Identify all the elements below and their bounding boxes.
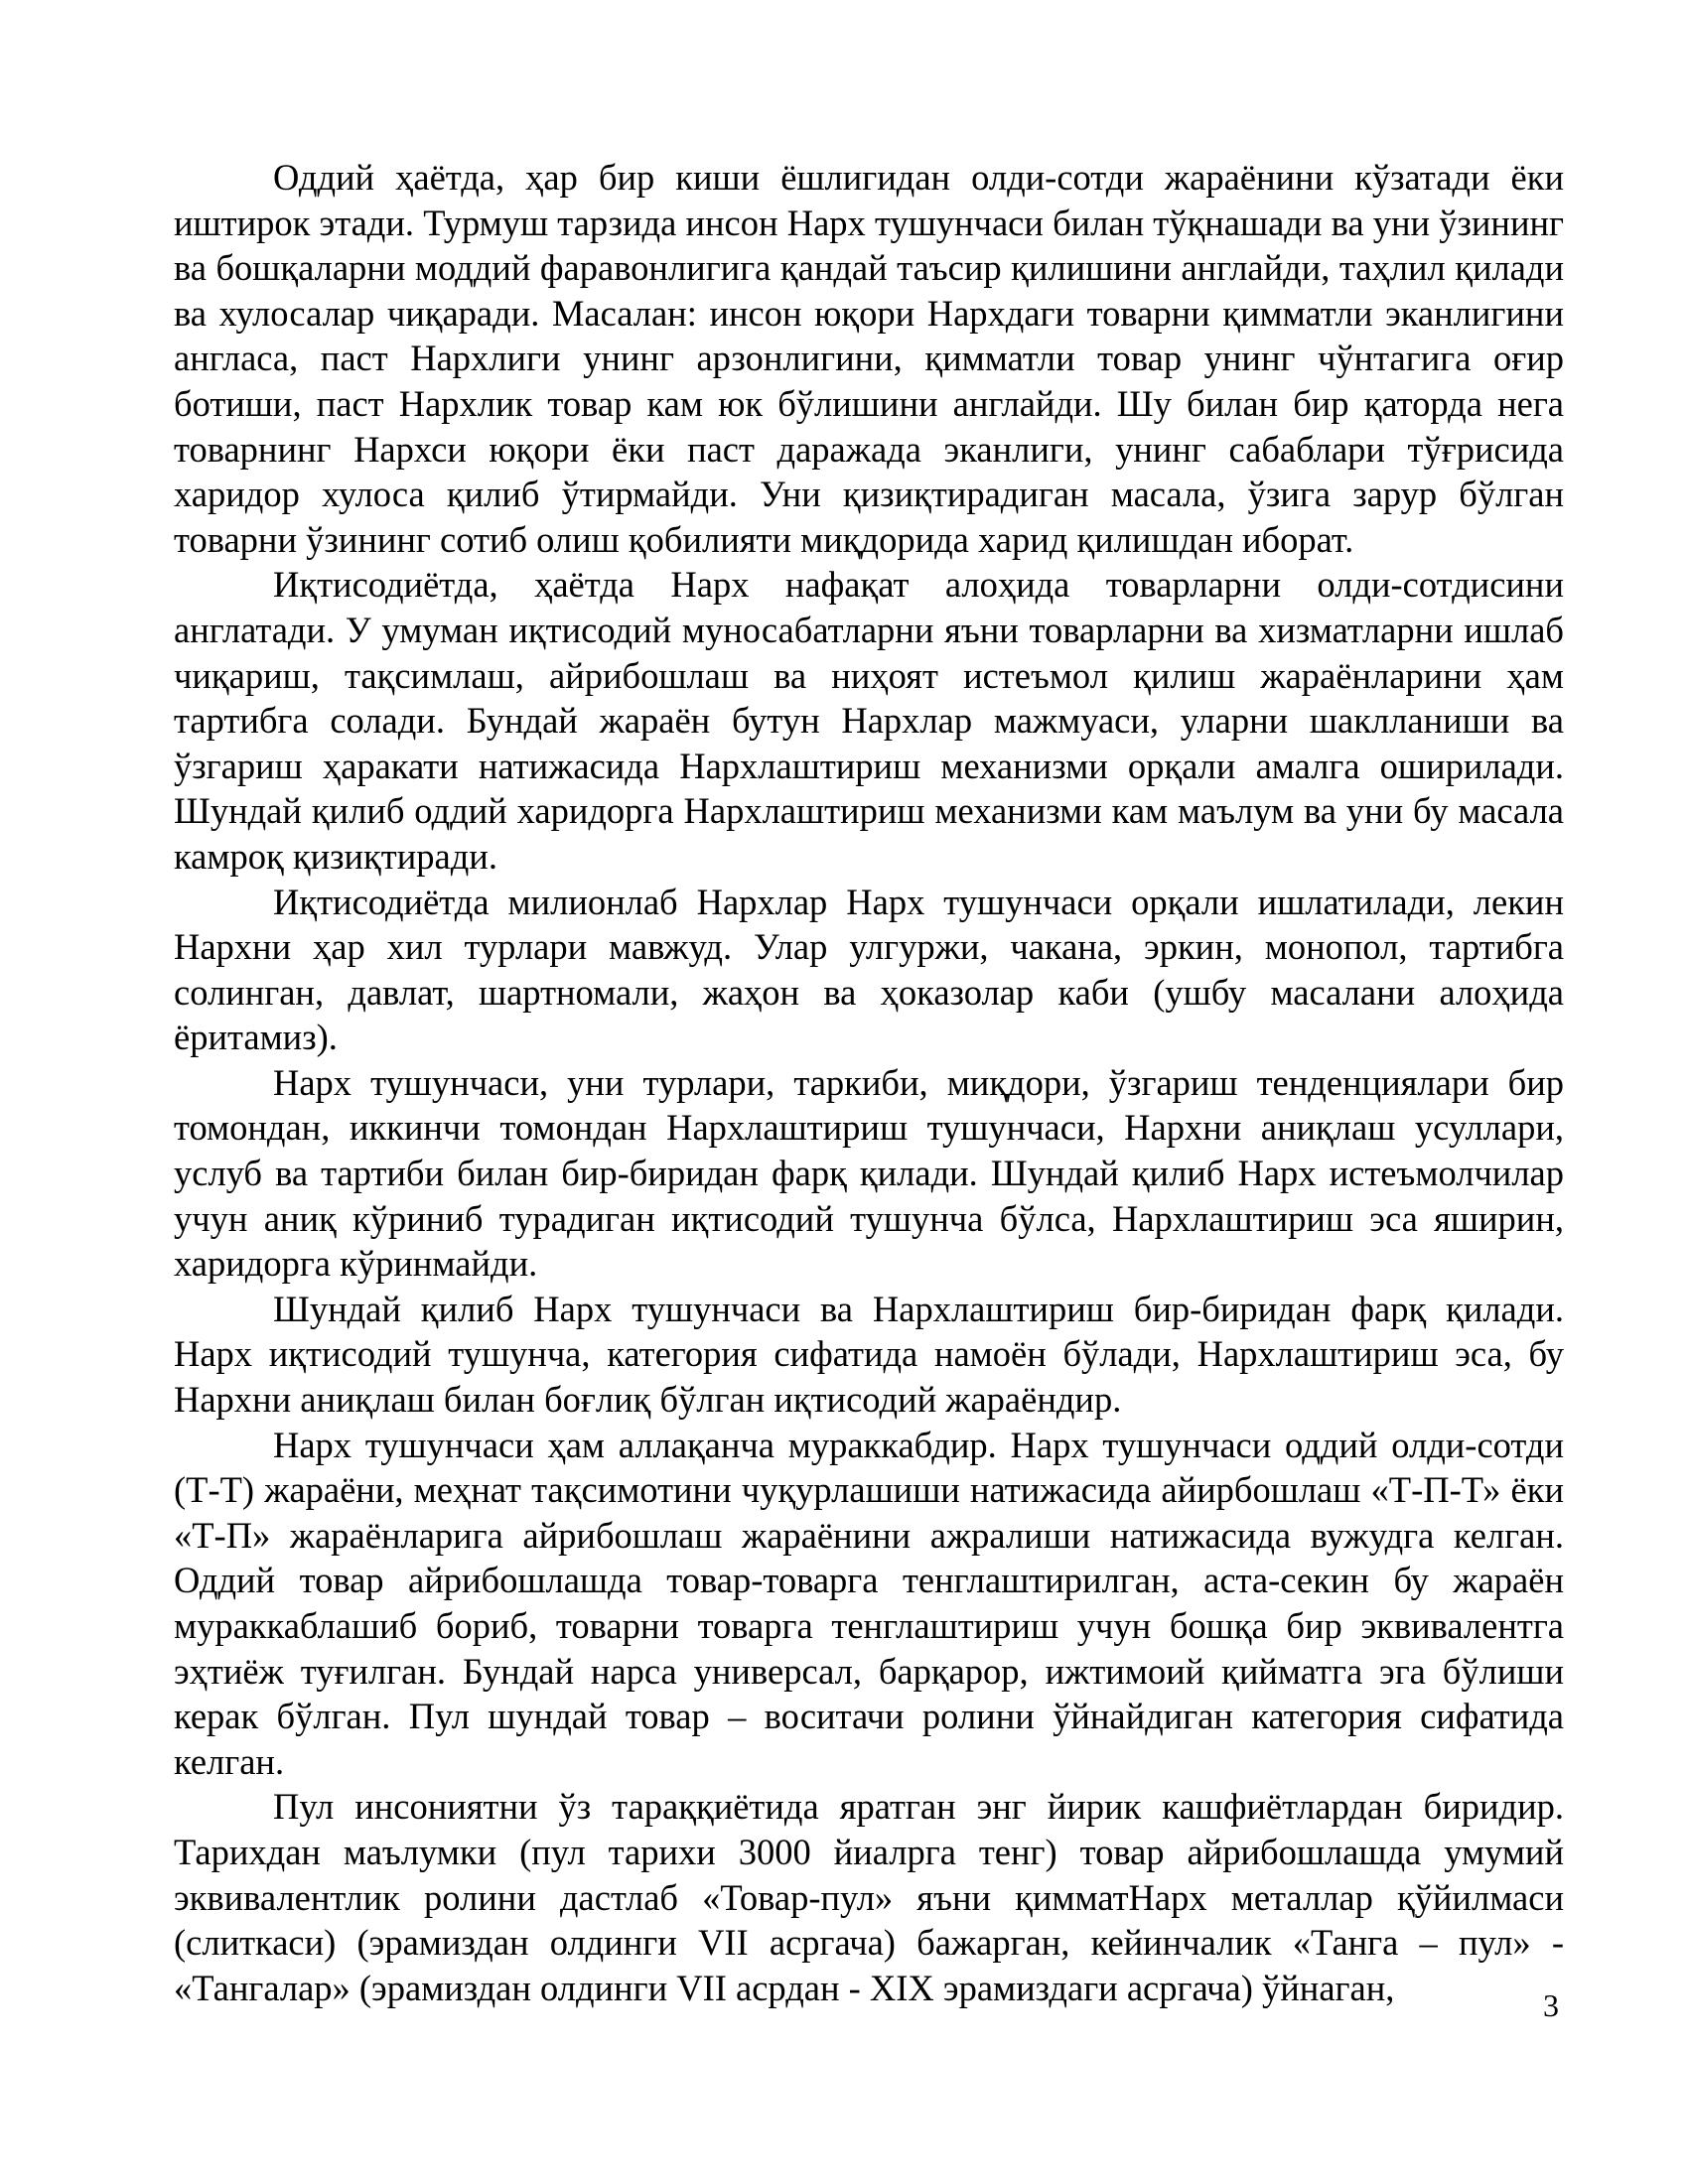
paragraph-3: Иқтисодиётда милионлаб Нархлар Нарх тушунчаси орқали ишлатилади, лекин Нархни ҳар хил турлари мавжуд. Улар улгуржи, чакана, эркин, монопол, тартибга солинган, давлат, шартномали, жаҳон ва ҳоказолар каби (ушбу масалани алоҳида ёритамиз).	[174, 881, 1564, 1058]
paragraph-7: Пул инсониятни ўз тараққиётида яратган энг йирик кашфиётлардан биридир. Тарихдан маълумки (пул тарихи 3000 йиалрга тенг) товар айрибошлашда умумий эквивалентлик ролини дастлаб «Товар-пул» яъни қимматНарх металлар қўйилмаси (слиткаси) (эрамиздан олдинги VII асргача) бажарган, кейинчалик «Танга – пул» - «Тангалар» (эрамиздан олдинги VII асрдан - XIX эрамиздаги асргача) ўйнаган,	[174, 1786, 1564, 2008]
paragraph-5: Шундай қилиб Нарх тушунчаси ва Нархлаштириш бир-биридан фарқ қилади. Нарх иқтисодий тушунча, категория сифатида намоён бўлади, Нархлаштириш эса, бу Нархни аниқлаш билан боғлиқ бўлган иқтисодий жараёндир.	[174, 1288, 1564, 1421]
paragraph-1: Оддий ҳаётда, ҳар бир киши ёшлигидан олди-сотди жараёнини кўзатади ёки иштирок этади. Турмуш тарзида инсон Нарх тушунчаси билан тўқнашади ва уни ўзининг ва бошқаларни моддий фаравонлигига қандай таъсир қилишини англайди, таҳлил қилади ва хулосалар чиқаради. Масалан: инсон юқори Нархдаги товарни қимматли эканлигини англаса, паст Нархлиги унинг арзонлигини, қимматли товар унинг чўнтагига оғир ботиши, паст Нархлик товар кам юк бўлишини англайди. Шу билан бир қаторда нега товарнинг Нархси юқори ёки паст даражада эканлиги, унинг сабаблари тўғрисида харидор хулоса қилиб ўтирмайди. Уни қизиқтирадиган масала, ўзига зарур бўлган товарни ўзининг сотиб олиш қобилияти миқдорида харид қилишдан иборат.	[174, 157, 1564, 560]
page-number: 3	[1543, 1987, 1559, 2023]
document-body	[174, 155, 1564, 2010]
paragraph-6: Нарх тушунчаси ҳам аллақанча мураккабдир. Нарх тушунчаси оддий олди-сотди (Т-Т) жараёни, меҳнат тақсимотини чуқурлашиши натижасида айирбошлаш «Т-П-Т» ёки «Т-П» жараёнларига айрибошлаш жараёнини ажралиши натижасида вужудга келган. Оддий товар айрибошлашда товар-товарга тенглаштирилган, аста-секин бу жараён мураккаблашиб бориб, товарни товарга тенглаштириш учун бошқа бир эквивалентга эҳтиёж туғилган. Бундай нарса универсал, барқарор, ижтимоий қийматга эга бўлиши керак бўлган. Пул шундай товар – воситачи ролини ўйнайдиган категория сифатида келган.	[174, 1424, 1564, 1782]
paragraph-2: Иқтисодиётда, ҳаётда Нарх нафақат алоҳида товарларни олди-сотдисини англатади. У умуман иқтисодий муносабатларни яъни товарларни ва хизматларни ишлаб чиқариш, тақсимлаш, айрибошлаш ва ниҳоят истеъмол қилиш жараёнларини ҳам тартибга солади. Бундай жараён бутун Нархлар мажмуаси, уларни шаклланиши ва ўзгариш ҳаракати натижасида Нархлаштириш механизми орқали амалга оширилади. Шундай қилиб оддий харидорга Нархлаштириш механизми кам маълум ва уни бу масала камроқ қизиқтиради.	[174, 564, 1564, 877]
paragraph-4: Нарх тушунчаси, уни турлари, таркиби, миқдори, ўзгариш тенденциялари бир томондан, иккинчи томондан Нархлаштириш тушунчаси, Нархни аниқлаш усуллари, услуб ва тартиби билан бир-биридан фарқ қилади. Шундай қилиб Нарх истеъмолчилар учун аниқ кўриниб турадиган иқтисодий тушунча бўлса, Нархлаштириш эса яширин, харидорга кўринмайди.	[174, 1061, 1564, 1285]
